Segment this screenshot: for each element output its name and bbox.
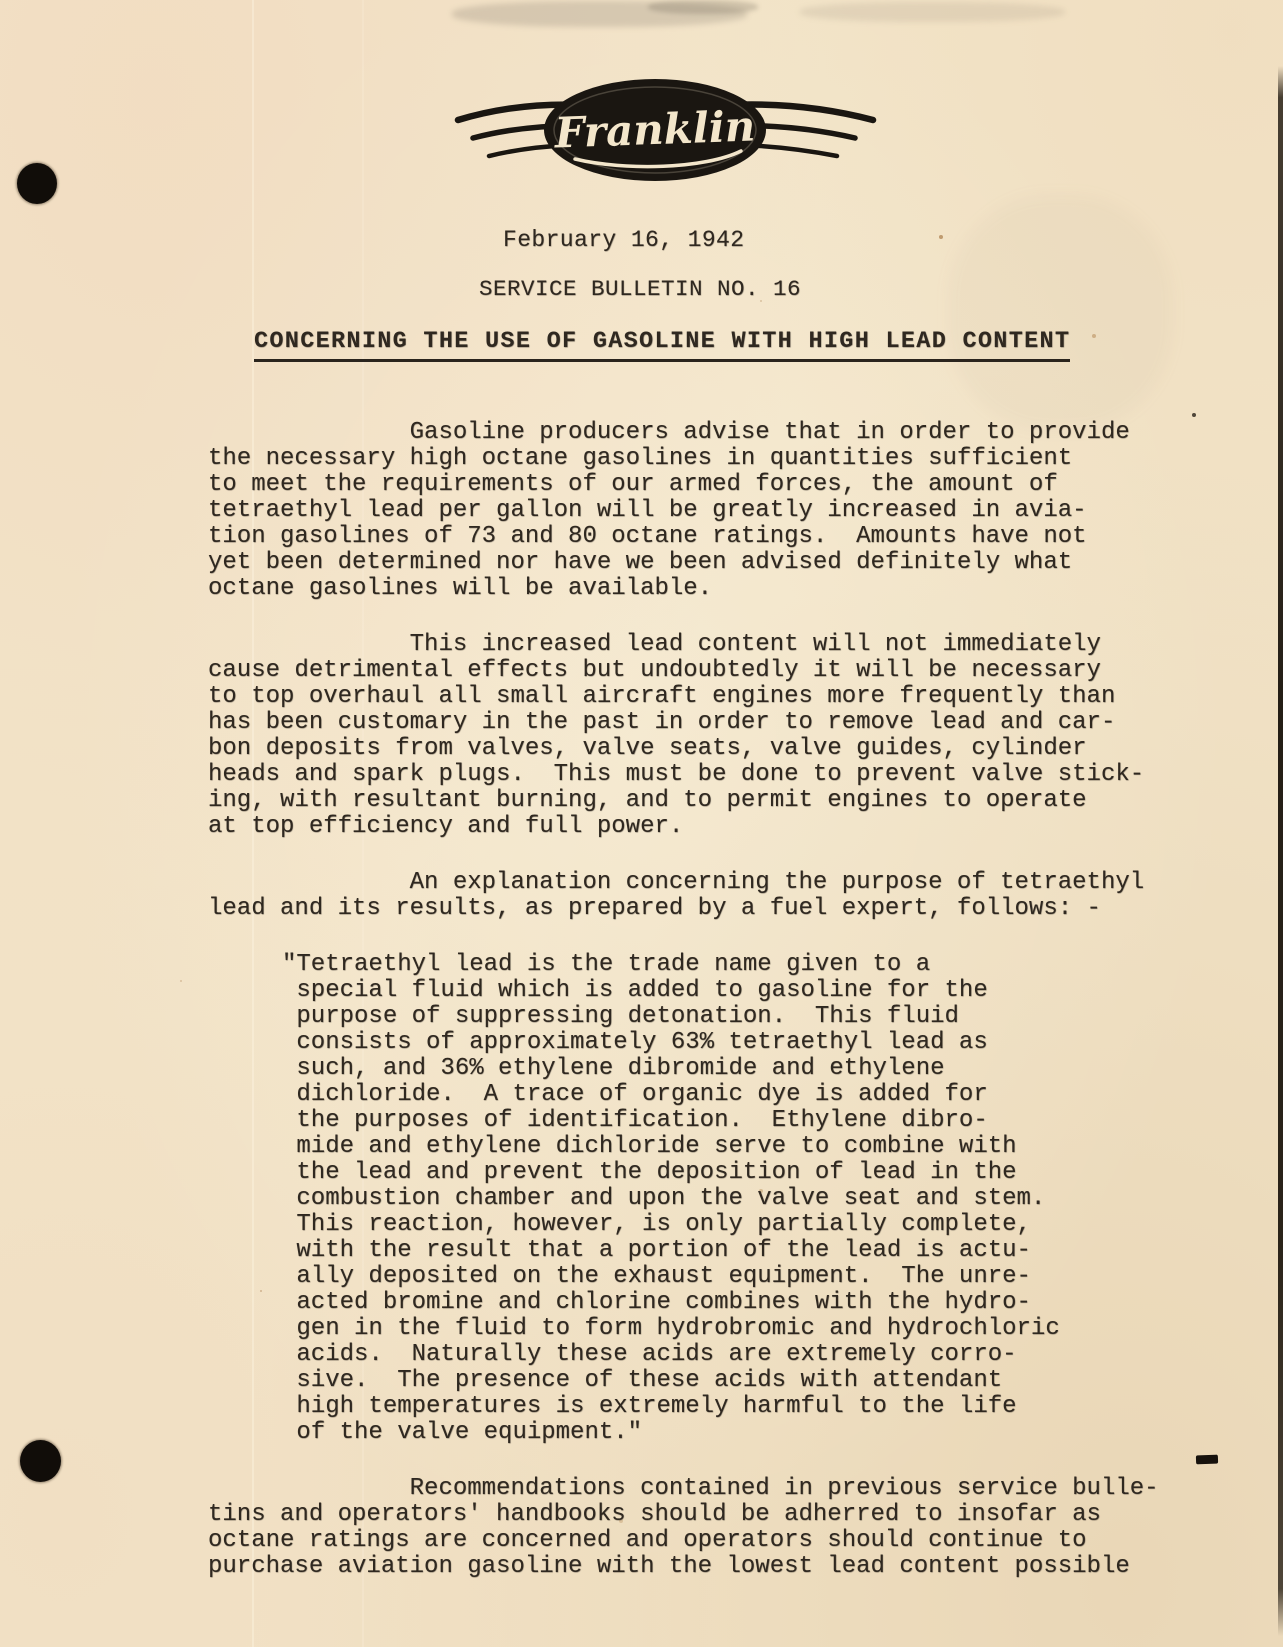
paragraph — [208, 420, 1218, 602]
text-line: to meet the requirements of our armed forces, the amount of — [208, 471, 1058, 498]
document-date: February 16, 1942 — [503, 227, 745, 253]
text-line: octane ratings are concerned and operators should continue to — [208, 1527, 1087, 1554]
text-line: yet been determined nor have we been advised definitely what — [208, 549, 1073, 576]
text-line: lead and its results, as prepared by a fuel expert, follows: - — [208, 895, 1101, 922]
text-line: heads and spark plugs. This must be done to prevent valve stick- — [208, 761, 1145, 788]
logo-graphic — [425, 72, 885, 202]
text-line: of the valve equipment." — [282, 1419, 643, 1446]
punch-hole — [17, 163, 57, 204]
paragraph — [208, 632, 1218, 840]
text-line: mide and ethylene dichloride serve to combine with — [282, 1133, 1017, 1160]
text-line: This increased lead content will not immediately — [208, 631, 1101, 658]
text-line: such, and 36% ethylene dibromide and ethylene — [282, 1055, 945, 1082]
punch-hole — [20, 1440, 61, 1482]
text-line: purpose of suppressing detonation. This fluid — [282, 1003, 959, 1030]
text-line: consists of approximately 63% tetraethyl lead as — [282, 1029, 988, 1056]
logo-brand-text: Franklin — [553, 101, 757, 158]
text-line: bon deposits from valves, valve seats, valve guides, cylinder — [208, 735, 1087, 762]
text-line: tins and operators' handbooks should be adherred to insofar as — [208, 1501, 1101, 1528]
franklin-winged-logo — [425, 72, 885, 202]
text-line: purchase aviation gasoline with the lowest lead content possible — [208, 1553, 1130, 1580]
text-line: special fluid which is added to gasoline for the — [282, 977, 988, 1004]
document-title: CONCERNING THE USE OF GASOLINE WITH HIGH LEAD CONTENT — [254, 328, 1070, 362]
text-line: This reaction, however, is only partially complete, — [282, 1211, 1031, 1238]
text-line: octane gasolines will be available. — [208, 575, 713, 602]
document-body — [208, 420, 1218, 1610]
text-line: to top overhaul all small aircraft engines more frequently than — [208, 683, 1116, 710]
text-line: has been customary in the past in order to remove lead and car- — [208, 709, 1116, 736]
text-line: the lead and prevent the deposition of lead in the — [282, 1159, 1017, 1186]
text-line: with the result that a portion of the lead is actu- — [282, 1237, 1031, 1264]
text-line: acted bromine and chlorine combines with the hydro- — [282, 1289, 1031, 1316]
text-line: acids. Naturally these acids are extremely corro- — [282, 1341, 1017, 1368]
text-line: the purposes of identification. Ethylene dibro- — [282, 1107, 988, 1134]
text-line: at top efficiency and full power. — [208, 813, 684, 840]
text-line: Recommendations contained in previous service bulle- — [208, 1475, 1159, 1502]
paragraph — [208, 870, 1218, 922]
text-line: the necessary high octane gasolines in quantities sufficient — [208, 445, 1073, 472]
text-line: An explanation concerning the purpose of tetraethyl — [208, 869, 1145, 896]
text-line: gen in the fluid to form hydrobromic and hydrochloric — [282, 1315, 1060, 1342]
paragraph — [208, 1476, 1218, 1580]
bulletin-number: SERVICE BULLETIN NO. 16 — [479, 276, 802, 302]
paper-specks — [0, 0, 2, 2]
text-line: tetraethyl lead per gallon will be greatly increased in avia- — [208, 497, 1087, 524]
quoted-passage — [282, 952, 1218, 1446]
text-line: cause detrimental effects but undoubtedly it will be necessary — [208, 657, 1101, 684]
text-line: combustion chamber and upon the valve seat and stem. — [282, 1185, 1046, 1212]
text-line: "Tetraethyl lead is the trade name given to a — [282, 951, 931, 978]
text-line: ing, with resultant burning, and to permit engines to operate — [208, 787, 1087, 814]
text-line: ally deposited on the exhaust equipment. The unre- — [282, 1263, 1031, 1290]
text-line: high temperatures is extremely harmful to the life — [282, 1393, 1017, 1420]
text-line: sive. The presence of these acids with attendant — [282, 1367, 1003, 1394]
text-line: dichloride. A trace of organic dye is added for — [282, 1081, 988, 1108]
scan-edge-shadow — [1278, 66, 1283, 1636]
text-line: Gasoline producers advise that in order to provide — [208, 419, 1130, 446]
text-line: tion gasolines of 73 and 80 octane ratings. Amounts have not — [208, 523, 1087, 550]
